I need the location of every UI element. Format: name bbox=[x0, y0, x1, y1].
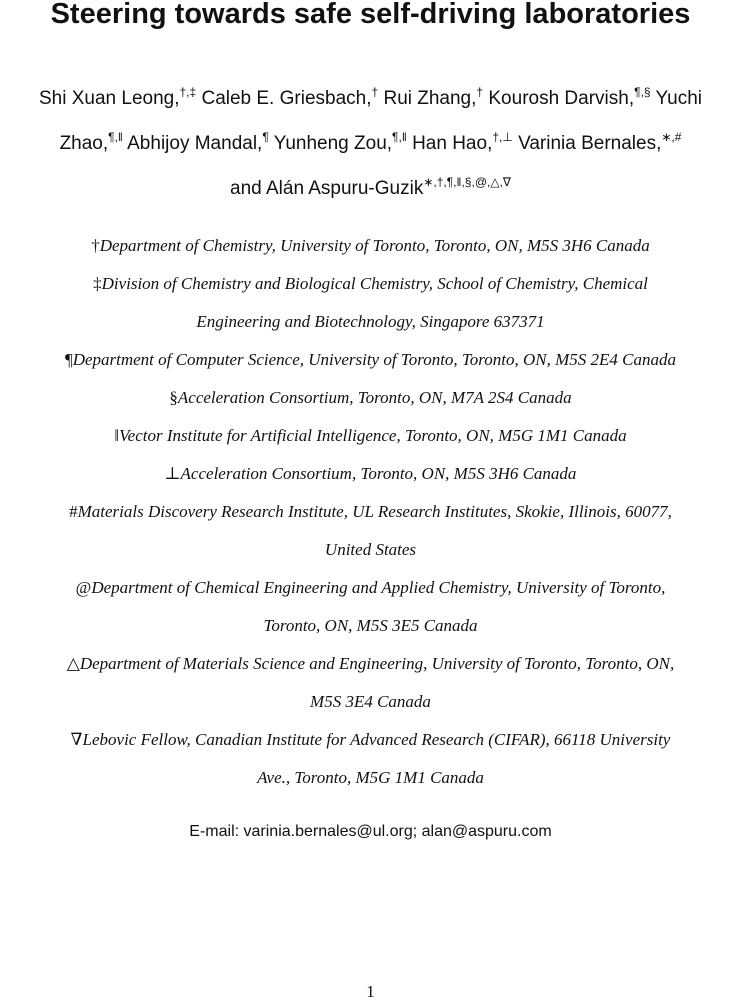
author-affiliation-marks: ¶,‖ bbox=[108, 130, 123, 144]
affiliation-symbol: ¶ bbox=[64, 350, 73, 369]
affiliation-text: Department of Chemistry, University of Toronto, Toronto, ON, M5S 3H6 Canada bbox=[99, 236, 650, 255]
affiliation-nabla bbox=[0, 721, 741, 759]
author-affiliation-marks: † bbox=[476, 85, 484, 99]
affiliation-text: Division of Chemistry and Biological Chemistry, School of Chemistry, Chemical bbox=[101, 274, 648, 293]
affiliation-ddagger-cont: Engineering and Biotechnology, Singapore 637371 bbox=[196, 312, 545, 331]
author-affiliation-marks: ¶,‖ bbox=[392, 130, 407, 144]
affiliation-at-cont: Toronto, ON, M5S 3E5 Canada bbox=[263, 616, 478, 635]
affiliation-symbol: ‖ bbox=[114, 426, 120, 445]
affiliation-symbol: ⊥ bbox=[164, 464, 181, 483]
affiliation-symbol: § bbox=[169, 388, 178, 407]
author-line-2 bbox=[0, 121, 741, 166]
author-affiliation-marks: † bbox=[371, 85, 379, 99]
affiliation-list bbox=[0, 227, 741, 797]
affiliation-perp bbox=[0, 455, 741, 493]
author-list bbox=[0, 76, 741, 211]
affiliation-text: Department of Chemical Engineering and Applied Chemistry, University of Toronto, bbox=[91, 578, 666, 597]
author-name: Caleb E. Griesbach, bbox=[196, 88, 372, 109]
author-line-3 bbox=[0, 166, 741, 211]
affiliation-symbol: @ bbox=[75, 578, 92, 597]
contact-email: E-mail: varinia.bernales@ul.org; alan@aspuru.com bbox=[189, 823, 552, 840]
author-affiliation-marks: ¶ bbox=[262, 130, 269, 144]
author-affiliation-marks: †,‡ bbox=[179, 85, 197, 99]
affiliation-pilcrow bbox=[0, 341, 741, 379]
paper-title: Steering towards safe self-driving laboratories bbox=[50, 0, 691, 30]
affiliation-text: Department of Computer Science, University of Toronto, Toronto, ON, M5S 2E4 Canada bbox=[72, 350, 677, 369]
affiliation-symbol: # bbox=[69, 502, 78, 521]
author-name: Zhao, bbox=[59, 133, 109, 154]
author-name: and Alán Aspuru-Guzik bbox=[230, 178, 424, 199]
affiliation-at bbox=[0, 569, 741, 607]
affiliation-text: Acceleration Consortium, Toronto, ON, M5S 3H6 Canada bbox=[180, 464, 577, 483]
affiliation-symbol: ∇ bbox=[70, 730, 83, 749]
affiliation-text: Vector Institute for Artificial Intelligence, Toronto, ON, M5G 1M1 Canada bbox=[119, 426, 627, 445]
affiliation-text: Department of Materials Science and Engineering, University of Toronto, Toronto, ON, bbox=[79, 654, 675, 673]
page-number: 1 bbox=[366, 982, 375, 1001]
affiliation-parallel bbox=[0, 417, 741, 455]
affiliation-section bbox=[0, 379, 741, 417]
affiliation-symbol: † bbox=[91, 236, 100, 255]
author-name: Han Hao, bbox=[406, 133, 493, 154]
author-name: Varinia Bernales, bbox=[512, 133, 662, 154]
author-name: Abhijoy Mandal, bbox=[122, 133, 263, 154]
author-affiliation-marks: ∗,†,¶,‖,§,@,△,∇ bbox=[423, 175, 511, 189]
author-name: Yuchi bbox=[650, 88, 702, 109]
affiliation-text: Lebovic Fellow, Canadian Institute for Advanced Research (CIFAR), 66118 University bbox=[82, 730, 671, 749]
author-name: Rui Zhang, bbox=[378, 88, 477, 109]
affiliation-text: Materials Discovery Research Institute, UL Research Institutes, Skokie, Illinois, 60077, bbox=[77, 502, 672, 521]
affiliation-text: Acceleration Consortium, Toronto, ON, M7A 2S4 Canada bbox=[177, 388, 572, 407]
affiliation-dagger bbox=[0, 227, 741, 265]
author-name: Shi Xuan Leong, bbox=[38, 88, 180, 109]
affiliation-symbol: ‡ bbox=[93, 274, 102, 293]
affiliation-triangle-cont: M5S 3E4 Canada bbox=[310, 692, 431, 711]
author-affiliation-marks: †,⊥ bbox=[492, 130, 513, 144]
author-affiliation-marks: ¶,§ bbox=[634, 85, 651, 99]
author-line-1 bbox=[0, 76, 741, 121]
affiliation-symbol: △ bbox=[66, 654, 80, 673]
affiliation-hash-cont: United States bbox=[324, 540, 417, 559]
author-name: Yunheng Zou, bbox=[268, 133, 393, 154]
affiliation-hash bbox=[0, 493, 741, 531]
author-name: Kourosh Darvish, bbox=[483, 88, 635, 109]
affiliation-nabla-cont: Ave., Toronto, M5G 1M1 Canada bbox=[257, 768, 484, 787]
author-affiliation-marks: ∗,# bbox=[661, 130, 682, 144]
affiliation-triangle bbox=[0, 645, 741, 683]
affiliation-ddagger bbox=[0, 265, 741, 303]
